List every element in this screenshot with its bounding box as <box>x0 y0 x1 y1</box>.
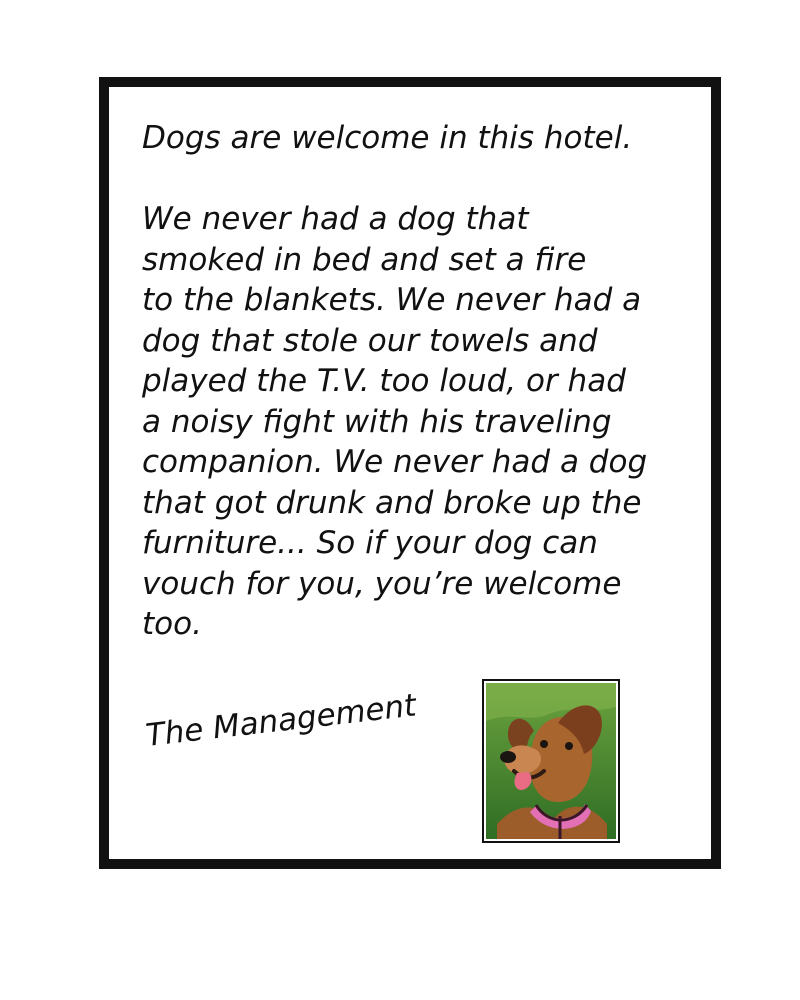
signature: The Management <box>143 687 418 754</box>
sign-text-block <box>142 118 702 645</box>
dog-icon <box>486 683 616 839</box>
dog-photo <box>482 679 620 843</box>
sign-body: We never had a dog that smoked in bed and set a fire to the blankets. We never had a dog that stole our towels and played the T.V. too loud, or had a noisy fight with his traveling companion. We never had a dog that got drunk and broke up the furniture... So if your dog can vouch for you, you’re welcome too. <box>142 201 648 642</box>
sign-heading: Dogs are welcome in this hotel. <box>142 120 633 156</box>
